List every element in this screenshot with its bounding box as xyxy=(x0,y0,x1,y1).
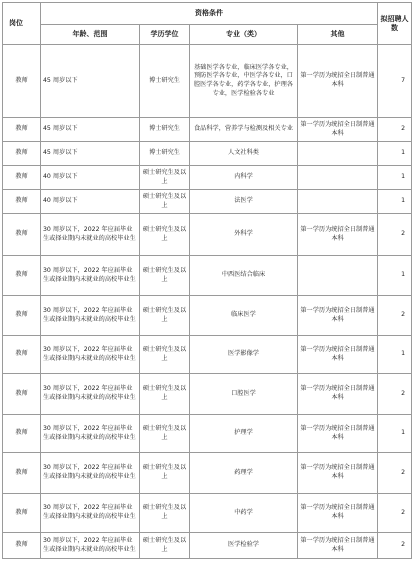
cell-position: 教师 xyxy=(3,336,41,374)
cell-count: 1 xyxy=(378,166,412,190)
table-row xyxy=(3,415,412,453)
cell-position: 教师 xyxy=(3,214,41,256)
cell-count: 1 xyxy=(378,142,412,166)
cell-position: 教师 xyxy=(3,142,41,166)
cell-degree: 硕士研究生及以上 xyxy=(140,214,190,256)
cell-count: 2 xyxy=(378,494,412,533)
cell-position: 教师 xyxy=(3,118,41,142)
cell-position: 教师 xyxy=(3,256,41,296)
cell-other: 第一学历为统招全日制普通本科 xyxy=(298,45,378,118)
cell-major: 护理学 xyxy=(190,415,298,453)
cell-age-range: 40 周岁以下 xyxy=(41,166,140,190)
cell-age-range: 30 周岁以下，2022 年应届毕业生或择业期内未就业的高校毕业生 xyxy=(41,296,140,336)
cell-count: 2 xyxy=(378,296,412,336)
cell-other xyxy=(298,166,378,190)
header-age-range: 年龄、范围 xyxy=(41,25,140,45)
cell-major: 中西医结合临床 xyxy=(190,256,298,296)
cell-major: 法医学 xyxy=(190,190,298,214)
table-row xyxy=(3,453,412,494)
cell-major: 基础医学各专业，临床医学各专业，预防医学各专业，中医学各专业，口腔医学各专业，药学各专业，护理各专业，医学检验各专业 xyxy=(190,45,298,118)
cell-age-range: 30 周岁以下，2022 年应届毕业生或择业期内未就业的高校毕业生 xyxy=(41,374,140,415)
cell-position: 教师 xyxy=(3,453,41,494)
cell-count: 2 xyxy=(378,533,412,559)
cell-major: 外科学 xyxy=(190,214,298,256)
cell-degree: 硕士研究生及以上 xyxy=(140,415,190,453)
cell-age-range: 30 周岁以下，2022 年应届毕业生或择业期内未就业的高校毕业生 xyxy=(41,415,140,453)
cell-age-range: 30 周岁以下，2022 年应届毕业生或择业期内未就业的高校毕业生 xyxy=(41,256,140,296)
cell-age-range: 40 周岁以下 xyxy=(41,190,140,214)
cell-other: 第一学历为统招全日制普通本科 xyxy=(298,374,378,415)
cell-degree: 硕士研究生及以上 xyxy=(140,374,190,415)
cell-age-range: 30 周岁以下，2022 年应届毕业生或择业期内未就业的高校毕业生 xyxy=(41,214,140,256)
cell-count: 2 xyxy=(378,118,412,142)
table-row xyxy=(3,296,412,336)
cell-age-range: 45 周岁以下 xyxy=(41,45,140,118)
cell-other xyxy=(298,190,378,214)
cell-position: 教师 xyxy=(3,533,41,559)
cell-other xyxy=(298,256,378,296)
table-row xyxy=(3,533,412,559)
cell-position: 教师 xyxy=(3,494,41,533)
cell-age-range: 45 周岁以下 xyxy=(41,142,140,166)
cell-major: 医学检验学 xyxy=(190,533,298,559)
cell-count: 1 xyxy=(378,415,412,453)
table-row xyxy=(3,118,412,142)
cell-major: 药理学 xyxy=(190,453,298,494)
cell-degree: 硕士研究生及以上 xyxy=(140,166,190,190)
cell-age-range: 30 周岁以下，2022 年应届毕业生或择业期内未就业的高校毕业生 xyxy=(41,336,140,374)
cell-degree: 硕士研究生及以上 xyxy=(140,453,190,494)
header-degree: 学历学位 xyxy=(140,25,190,45)
cell-major: 口腔医学 xyxy=(190,374,298,415)
cell-other: 第一学历为统招全日制普通本科 xyxy=(298,533,378,559)
cell-position: 教师 xyxy=(3,415,41,453)
cell-major: 人文社科类 xyxy=(190,142,298,166)
cell-other: 第一学历为统招全日制普通本科 xyxy=(298,296,378,336)
table-row xyxy=(3,166,412,190)
cell-degree: 硕士研究生及以上 xyxy=(140,494,190,533)
header-major: 专业（类） xyxy=(190,25,298,45)
cell-position: 教师 xyxy=(3,45,41,118)
cell-major: 食品科学，营养学与检测及相关专业 xyxy=(190,118,298,142)
cell-count: 7 xyxy=(378,45,412,118)
table-row xyxy=(3,190,412,214)
cell-degree: 硕士研究生及以上 xyxy=(140,336,190,374)
table-row xyxy=(3,214,412,256)
cell-degree: 硕士研究生及以上 xyxy=(140,296,190,336)
table-row xyxy=(3,142,412,166)
cell-degree: 硕士研究生及以上 xyxy=(140,256,190,296)
table-row xyxy=(3,374,412,415)
cell-other xyxy=(298,142,378,166)
cell-other: 第一学历为统招全日制普通本科 xyxy=(298,118,378,142)
cell-other: 第一学历为统招全日制普通本科 xyxy=(298,214,378,256)
table-row xyxy=(3,256,412,296)
cell-major: 中药学 xyxy=(190,494,298,533)
cell-degree: 博士研究生 xyxy=(140,118,190,142)
table-row xyxy=(3,45,412,118)
header-qualifications: 资格条件 xyxy=(41,3,378,25)
cell-age-range: 30 周岁以下，2022 年应届毕业生或择业期内未就业的高校毕业生 xyxy=(41,533,140,559)
cell-major: 临床医学 xyxy=(190,296,298,336)
cell-other: 第一学历为统招全日制普通本科 xyxy=(298,494,378,533)
cell-degree: 博士研究生 xyxy=(140,45,190,118)
cell-degree: 硕士研究生及以上 xyxy=(140,533,190,559)
cell-position: 教师 xyxy=(3,166,41,190)
cell-degree: 硕士研究生及以上 xyxy=(140,190,190,214)
cell-count: 1 xyxy=(378,190,412,214)
cell-age-range: 30 周岁以下，2022 年应届毕业生或择业期内未就业的高校毕业生 xyxy=(41,494,140,533)
cell-count: 1 xyxy=(378,256,412,296)
cell-count: 2 xyxy=(378,374,412,415)
cell-position: 教师 xyxy=(3,374,41,415)
cell-degree: 博士研究生 xyxy=(140,142,190,166)
recruitment-table-container xyxy=(2,2,411,559)
header-count: 拟招聘人数 xyxy=(378,3,412,45)
header-position: 岗位 xyxy=(3,3,41,45)
cell-other: 第一学历为统招全日制普通本科 xyxy=(298,415,378,453)
cell-age-range: 30 周岁以下，2022 年应届毕业生或择业期内未就业的高校毕业生 xyxy=(41,453,140,494)
cell-count: 1 xyxy=(378,336,412,374)
recruitment-table xyxy=(2,2,412,559)
table-body xyxy=(3,45,412,559)
cell-other: 第一学历为统招全日制普通本科 xyxy=(298,336,378,374)
cell-other: 第一学历为统招全日制普通本科 xyxy=(298,453,378,494)
cell-count: 2 xyxy=(378,214,412,256)
table-row xyxy=(3,494,412,533)
cell-position: 教师 xyxy=(3,190,41,214)
header-other: 其他 xyxy=(298,25,378,45)
cell-major: 内科学 xyxy=(190,166,298,190)
table-row xyxy=(3,336,412,374)
cell-position: 教师 xyxy=(3,296,41,336)
cell-count: 2 xyxy=(378,453,412,494)
cell-major: 医学影像学 xyxy=(190,336,298,374)
cell-age-range: 45 周岁以下 xyxy=(41,118,140,142)
